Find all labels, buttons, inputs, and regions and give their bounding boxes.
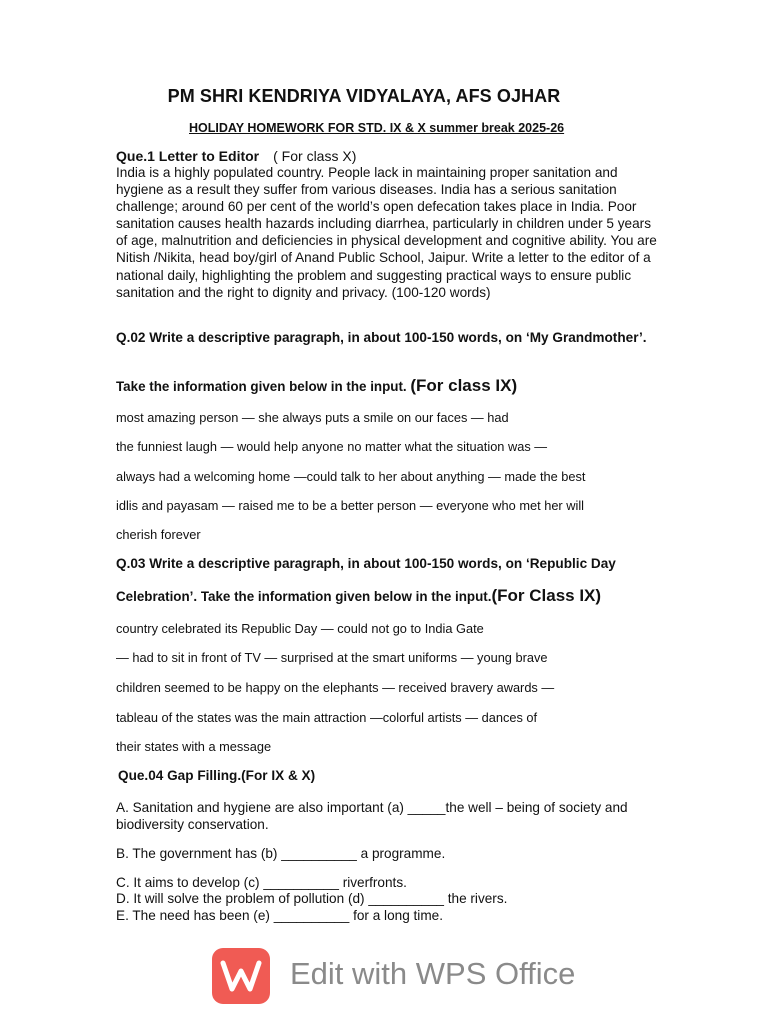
school-name: PM SHRI KENDRIYA VIDYALAYA, AFS OJHAR	[167, 86, 561, 106]
q3-class: (For Class IX)	[491, 586, 602, 605]
homework-title: HOLIDAY HOMEWORK FOR STD. IX & X summer break 2025-26	[189, 121, 565, 135]
q2-title: Q.02 Write a descriptive paragraph, in about 100-150 words, on ‘My Grandmother’.	[116, 330, 647, 345]
q2-take: Take the information given below in the input.	[116, 379, 411, 394]
gap-item-e: E. The need has been (e) __________ for a long time.	[116, 908, 443, 923]
gap-item-b: B. The government has (b) __________ a programme.	[116, 846, 446, 861]
q1-body: India is a highly populated country. People lack in maintaining proper sanitation and hygiene as a result they suffer from various diseases. India has a serious sanitation challenge; around 60 per cent of the world’s open defecation takes place in India. Poor sanitation causes health hazards including diarrhea, particularly in children under 5 years of age, malnutrition and deficiencies in physical development and cognitive ability. You are Nitish /Nikita, head boy/girl of Anand Public School, Jaipur. Write a letter to the editor of a national daily, highlighting the problem and suggesting practical ways to ensure public sanitation and the right to dignity and privacy. (100-120 words)	[116, 165, 657, 300]
gap-item-a: A. Sanitation and hygiene are also important (a) _____the well – being of society and biodiversity conservation.	[116, 800, 628, 832]
wps-watermark-text: Edit with WPS Office	[290, 956, 576, 991]
q3-cue-line: tableau of the states was the main attraction —colorful artists — dances of	[116, 710, 538, 725]
wps-watermark[interactable]	[212, 948, 592, 1004]
q1-class: ( For class X)	[273, 148, 357, 164]
q2-cue-line: idlis and payasam — raised me to be a better person — everyone who met her will	[116, 498, 585, 513]
q2-cue-line: always had a welcoming home —could talk to her about anything — made the best	[116, 469, 586, 484]
q3-title: Q.03 Write a descriptive paragraph, in about 100-150 words, on ‘Republic Day	[116, 556, 616, 571]
q1-heading	[116, 148, 356, 164]
q4-title: Que.04 Gap Filling.(For IX & X)	[118, 768, 316, 783]
q2-cue-line: cherish forever	[116, 527, 201, 542]
q3-cue-line: country celebrated its Republic Day — could not go to India Gate	[116, 621, 484, 636]
gap-item-c: C. It aims to develop (c) __________ riverfronts.	[116, 875, 407, 890]
q3-take: Celebration’. Take the information given below in the input.	[116, 589, 492, 604]
q3-cue-line: children seemed to be happy on the elephants — received bravery awards —	[116, 680, 555, 695]
q2-class: (For class IX)	[410, 376, 518, 395]
gap-item-d: D. It will solve the problem of pollution (d) __________ the rivers.	[116, 891, 508, 906]
q3-cue-line: their states with a message	[116, 739, 272, 754]
q2-cue-line: most amazing person — she always puts a smile on our faces — had	[116, 410, 509, 425]
q3-cue-line: — had to sit in front of TV — surprised at the smart uniforms — young brave	[116, 650, 548, 665]
wps-logo-icon	[212, 948, 270, 1004]
q2-instruction	[116, 376, 517, 396]
q2-cue-line: the funniest laugh — would help anyone no matter what the situation was —	[116, 439, 548, 454]
q3-instruction	[116, 586, 601, 606]
q1-title: Que.1 Letter to Editor	[116, 148, 260, 164]
